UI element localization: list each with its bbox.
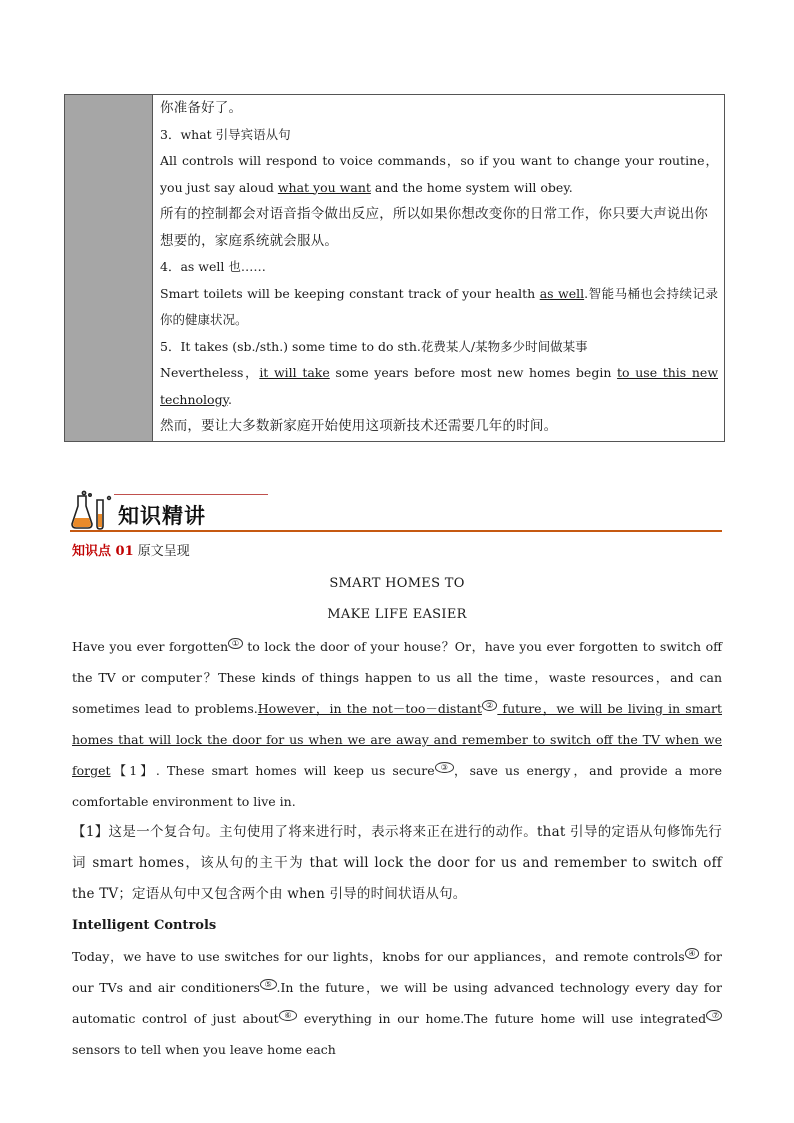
note-example-en: Nevertheless，it will take some years before most new homes begin to use this new technology. xyxy=(160,365,719,407)
section-header xyxy=(70,490,722,534)
note-line: 你准备好了。 xyxy=(160,100,243,116)
footnote-marker: ⑤ xyxy=(260,979,277,990)
article-paragraph: Have you ever forgotten ① to lock the door of your house？Or，have you ever forgotten to switch off the TV or computer？These kinds of things happen to us all the time，waste resources，and can sometimes lead to problems.However，in the not－too－distant ② future，we will be living in smart homes that will lock the door for us when we are away and remember to switch off the TV when we forget【1】. These smart homes will keep us secure ③ ，save us energy，and provide a more comfortable environment to live in. xyxy=(72,638,723,809)
note-example-zh: 然而，要让大多数新家庭开始使用这项新技术还需要几年的时间。 xyxy=(160,418,558,434)
footnote-marker: ⑥ xyxy=(279,1010,298,1021)
knowledge-point-number: 知识点 01 xyxy=(72,544,134,559)
section-rule xyxy=(70,530,722,532)
footnote-marker: ④ xyxy=(685,948,700,959)
footnote-marker: ③ xyxy=(435,762,454,773)
subheading: Intelligent Controls xyxy=(72,918,217,933)
footnote-marker: ② xyxy=(482,700,497,711)
note-item-title: 5．It takes (sb./sth.) some time to do sth.花费某人/某物多少时间做某事 xyxy=(160,338,588,354)
article-body xyxy=(72,631,722,1065)
footnote-marker: ⑦ xyxy=(706,1010,722,1021)
decor-line xyxy=(114,494,268,495)
article-title-line1: SMART HOMES TO xyxy=(329,576,465,591)
note-item-title: 4．as well 也…… xyxy=(160,259,266,274)
table-side-cell xyxy=(65,95,153,441)
note-item-title: 3．what 引导宾语从句 xyxy=(160,126,291,142)
section-title: 知识精讲 xyxy=(118,503,206,528)
note-example-en: Smart toilets will be keeping constant track of your health as well.智能马桶也会持续记录你的健康状况。 xyxy=(160,285,718,327)
note-example-en: All controls will respond to voice commands，so if you want to change your routine，you just say aloud what you want and the home system will obey. xyxy=(160,153,718,195)
article-title-line2: MAKE LIFE EASIER xyxy=(327,607,467,622)
notes-table xyxy=(64,94,725,442)
note-example-zh: 所有的控制都会对语音指令做出反应，所以如果你想改变你的日常工作，你只要大声说出你想要的，家庭系统就会服从。 xyxy=(160,206,708,249)
analysis-note: 【1】这是一个复合句。主句使用了将来进行时，表示将来正在进行的动作。that 引导的定语从句修饰先行词 smart homes，该从句的主干为 that will lock the door for us and remember to switch off the TV；定语从句中又包含两个由 when 引导的时间状语从句。 xyxy=(72,824,722,902)
table-content-cell xyxy=(153,95,724,441)
knowledge-point-title: 原文呈现 xyxy=(137,544,190,559)
knowledge-point-label xyxy=(72,540,190,559)
article-paragraph: Today，we have to use switches for our lights，knobs for our appliances，and remote controls ④ for our TVs and air conditioners ⑤ .In the future，we will be using advanced technology every day for automatic control of just about ⑥ everything in our home.The future home will use integrated ⑦ sensors to tell when you leave home each xyxy=(72,948,722,1057)
lab-flask-icon xyxy=(70,490,116,530)
footnote-marker: ① xyxy=(228,638,242,649)
